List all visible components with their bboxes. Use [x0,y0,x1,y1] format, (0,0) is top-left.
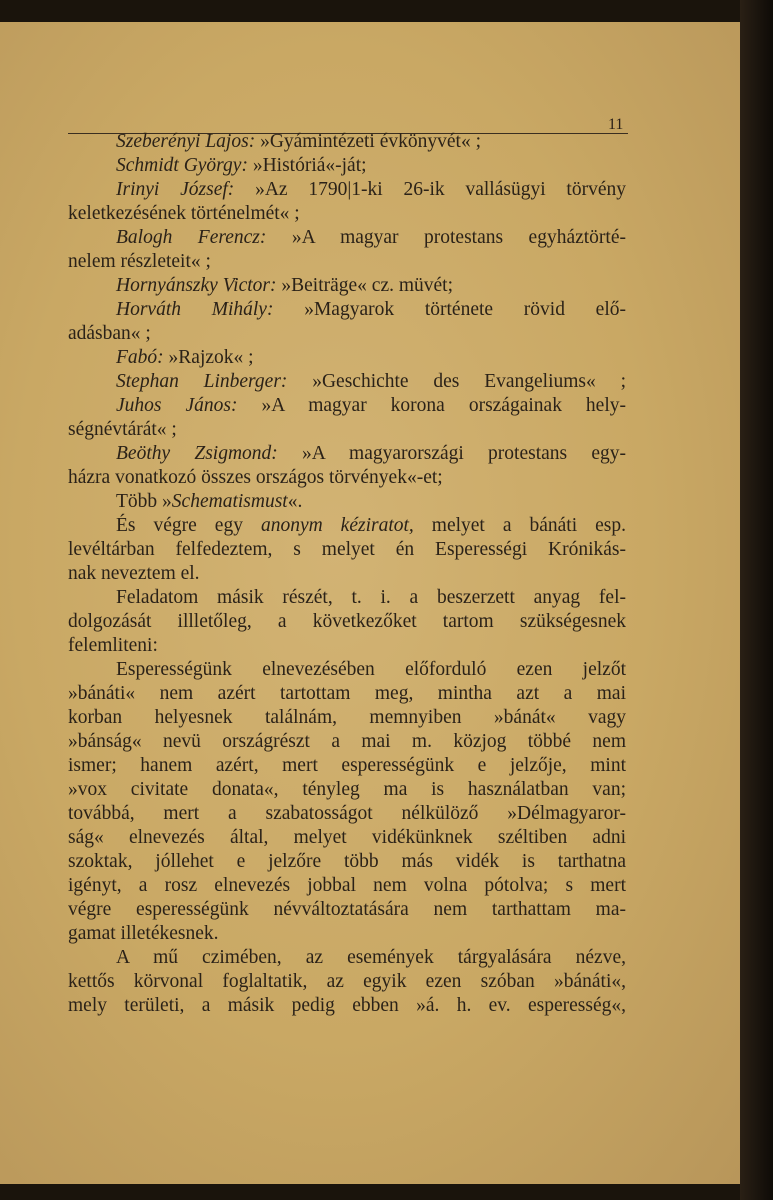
text-span: »bánság« nevü országrészt a mai m. közjog többé nem [68,731,626,752]
text-span: mely területi, a másik pedig ebben »á. h. ev. esperesség«, [68,995,626,1016]
text-line [68,922,626,946]
italic-text: Stephan Linberger: [116,371,288,392]
italic-text: Szeberényi Lajos: [116,131,256,152]
page-number: 11 [608,116,624,133]
italic-text: Balogh Ferencz: [116,227,267,248]
italic-text: Schematismust [171,491,288,512]
text-line [68,130,626,154]
italic-text: Beöthy Zsigmond: [116,443,278,464]
text-span: továbbá, mert a szabatosságot nélkülöző »Délmagyaror- [68,803,626,824]
text-line [68,514,626,538]
italic-text: Schmidt György: [116,155,248,176]
text-line [68,802,626,826]
text-line [68,610,626,634]
text-span: »Az 1790|1-ki 26-ik vallásügyi törvény [234,179,626,200]
text-line [68,202,626,226]
text-line [68,250,626,274]
italic-text: Juhos János: [116,395,238,416]
text-line [68,850,626,874]
text-span: Feladatom másik részét, t. i. a beszerzett anyag fel- [116,587,626,608]
text-line [68,730,626,754]
text-span: ségnévtárát« ; [68,419,177,440]
text-line [68,442,626,466]
text-line [68,538,626,562]
text-line [68,490,626,514]
body-text [68,130,626,1018]
text-line [68,874,626,898]
text-line [68,778,626,802]
text-line [68,706,626,730]
text-span: «. [287,491,303,512]
text-line [68,586,626,610]
text-span: kettős körvonal foglaltatik, az egyik ezen szóban »bánáti«, [68,971,626,992]
text-span: »Históriá«-ját; [247,155,367,176]
text-span: »Magyarok története rövid elő- [273,299,626,320]
text-span: végre esperességünk névváltoztatására nem tarthattam ma- [68,899,626,920]
text-line [68,418,626,442]
text-span: Több » [116,491,172,512]
italic-text: Fabó: [116,347,164,368]
text-span: felemliteni: [68,635,158,656]
text-span: nak neveztem el. [68,563,200,584]
italic-text: Hornyánszky Victor: [116,275,277,296]
text-line [68,394,626,418]
text-span: korban helyesnek találnám, memnyiben »bánát« vagy [68,707,626,728]
book-page [0,22,740,1184]
text-span: »A magyar korona országainak hely- [237,395,626,416]
text-line [68,226,626,250]
text-span: ság« elnevezés által, melyet vidékünknek széltiben adni [68,827,626,848]
text-line [68,898,626,922]
text-span: adásban« ; [68,323,151,344]
text-line [68,154,626,178]
text-span: melyet a bánáti esp. [413,515,626,536]
text-span: levéltárban felfedeztem, s melyet én Esperességi Krónikás- [68,539,626,560]
text-span: »Gyámintézeti évkönyvét« ; [255,131,481,152]
italic-text: anonym kéziratot, [260,515,414,536]
text-line [68,370,626,394]
text-span: igényt, a rosz elnevezés jobbal nem volna pótolva; s mert [68,875,626,896]
text-line [68,346,626,370]
text-line [68,298,626,322]
text-span: »vox civitate donata«, tényleg ma is használatban van; [68,779,626,800]
text-span: És végre egy [116,515,261,536]
text-line [68,466,626,490]
text-span: »Geschichte des Evangeliums« ; [287,371,626,392]
text-line [68,754,626,778]
text-line [68,826,626,850]
text-span: ismer; hanem azért, mert esperességünk e jelzője, mint [68,755,626,776]
text-span: »bánáti« nem azért tartottam meg, mintha azt a mai [68,683,626,704]
text-span: Esperességünk elnevezésében előforduló ezen jelzőt [116,659,626,680]
text-span: házra vonatkozó összes országos törvények«-et; [68,467,443,488]
text-span: »A magyar protestans egyháztörté- [266,227,626,248]
text-span: »A magyarországi protestans egy- [277,443,626,464]
text-span: gamat illetékesnek. [68,923,219,944]
text-line [68,994,626,1018]
text-span: »Rajzok« ; [163,347,254,368]
text-line [68,970,626,994]
text-span: nelem részleteit« ; [68,251,211,272]
text-span: A mű czimében, az események tárgyalására nézve, [116,947,626,968]
text-line [68,322,626,346]
text-line [68,634,626,658]
text-span: dolgozását illletőleg, a következőket tartom szükségesnek [68,611,626,632]
text-line [68,562,626,586]
text-span: keletkezésének történelmét« ; [68,203,300,224]
text-span: szoktak, jóllehet e jelzőre több más vidék is tarthatna [68,851,626,872]
italic-text: Horváth Mihály: [116,299,274,320]
book-spine-edge [740,0,773,1200]
italic-text: Irinyi József: [116,179,235,200]
text-line [68,274,626,298]
text-span: »Beiträge« cz. müvét; [276,275,454,296]
text-line [68,178,626,202]
text-line [68,658,626,682]
text-line [68,946,626,970]
text-line [68,682,626,706]
